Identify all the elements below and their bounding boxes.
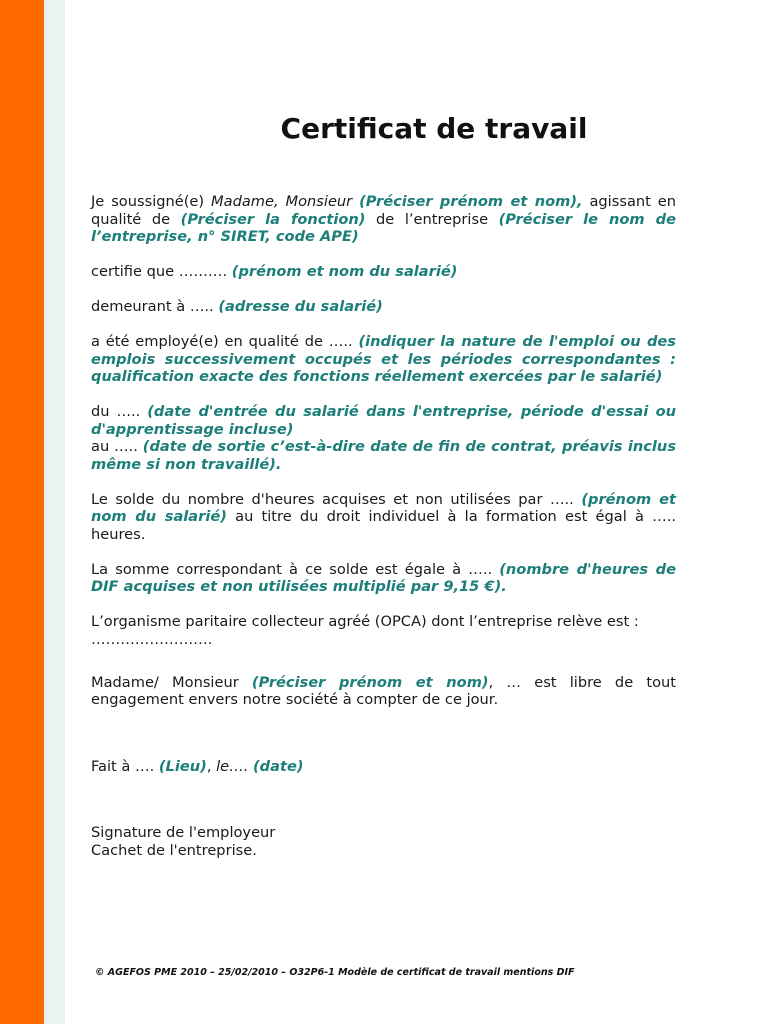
text-italic: le…. (216, 757, 249, 775)
placeholder-name: (Préciser prénom et nom), (359, 193, 583, 210)
stamp-label: Cachet de l'entreprise. (91, 841, 257, 859)
paragraph-address (91, 298, 676, 316)
placeholder-end-date: (date de sortie c’est-à-dire date de fin de contrat, préavis inclus même si non travaillé). (91, 438, 677, 473)
paragraph-certifies (91, 263, 676, 281)
text: de l’entreprise (365, 210, 499, 228)
signature-label: Signature de l'employeur (91, 824, 276, 841)
text: au ….. (91, 438, 143, 455)
placeholder-company: (Préciser le nom de l’entreprise, n° SIRET, code APE) (91, 210, 676, 245)
paragraph-dif-hours (91, 491, 676, 544)
paragraph-opca (91, 613, 676, 648)
sidebar-light-stripe (44, 0, 65, 1024)
text: Je soussigné(e) (91, 193, 212, 210)
paragraph-dif-amount (91, 561, 676, 596)
placeholder-dif-amount: (nombre d'heures de DIF acquises et non utilisées multiplié par 9,15 €). (91, 560, 676, 595)
placeholder-start-date: (date d'entrée du salarié dans l'entreprise, période d'essai ou d'apprentissage incluse) (91, 403, 676, 438)
text: certifie que ………. (91, 263, 232, 280)
paragraph-place-date (91, 758, 676, 776)
placeholder-address: (adresse du salarié) (218, 298, 383, 315)
footer-copyright: © AGEFOS PME 2010 – 25/02/2010 – O32P6-1 Modèle de certificat de travail mentions DIF (95, 967, 575, 978)
placeholder-employee: (prénom et nom du salarié) (231, 263, 458, 280)
text: ……………………. (91, 630, 213, 648)
text: La somme correspondant à ce solde est égale à ….. (91, 560, 500, 578)
placeholder-job: (indiquer la nature de l'emploi ou des emplois successivement occupés et les périodes correspondantes : qualification exacte des fonctions réellement exercées par le salarié) (91, 333, 676, 385)
text: au titre du droit individuel à la formation est égal à ….. heures. (91, 508, 676, 543)
text: du ….. (91, 403, 148, 420)
text: Le solde du nombre d'heures acquises et non utilisées par ….. (91, 490, 582, 508)
document-title: Certificat de travail (280, 112, 588, 145)
text: Fait à …. (91, 757, 159, 775)
placeholder-function: (Préciser la fonction) (180, 210, 366, 228)
text: , (206, 757, 217, 775)
text: a été employé(e) en qualité de ….. (91, 333, 359, 350)
text: Madame/ Monsieur (91, 673, 252, 691)
paragraph-dates (91, 403, 676, 473)
text-italic: Madame, Monsieur (211, 193, 353, 210)
text: L’organisme paritaire collecteur agréé (OPCA) dont l’entreprise relève est : (91, 613, 639, 630)
text: , … est libre de tout engagement envers notre société à compter de ce jour. (91, 673, 676, 708)
placeholder-name: (Préciser prénom et nom) (251, 673, 489, 691)
placeholder-employee: (prénom et nom du salarié) (91, 490, 677, 525)
paragraph-signatory (91, 193, 676, 246)
signature-block (91, 824, 676, 859)
text: agissant en qualité de (91, 193, 677, 228)
paragraph-employment (91, 333, 676, 386)
document-body (91, 193, 676, 859)
paragraph-release (91, 674, 676, 709)
sidebar-orange-stripe (0, 0, 44, 1024)
placeholder-place: (Lieu) (158, 757, 207, 775)
text: demeurant à ….. (91, 298, 219, 315)
placeholder-date: (date) (253, 757, 304, 775)
